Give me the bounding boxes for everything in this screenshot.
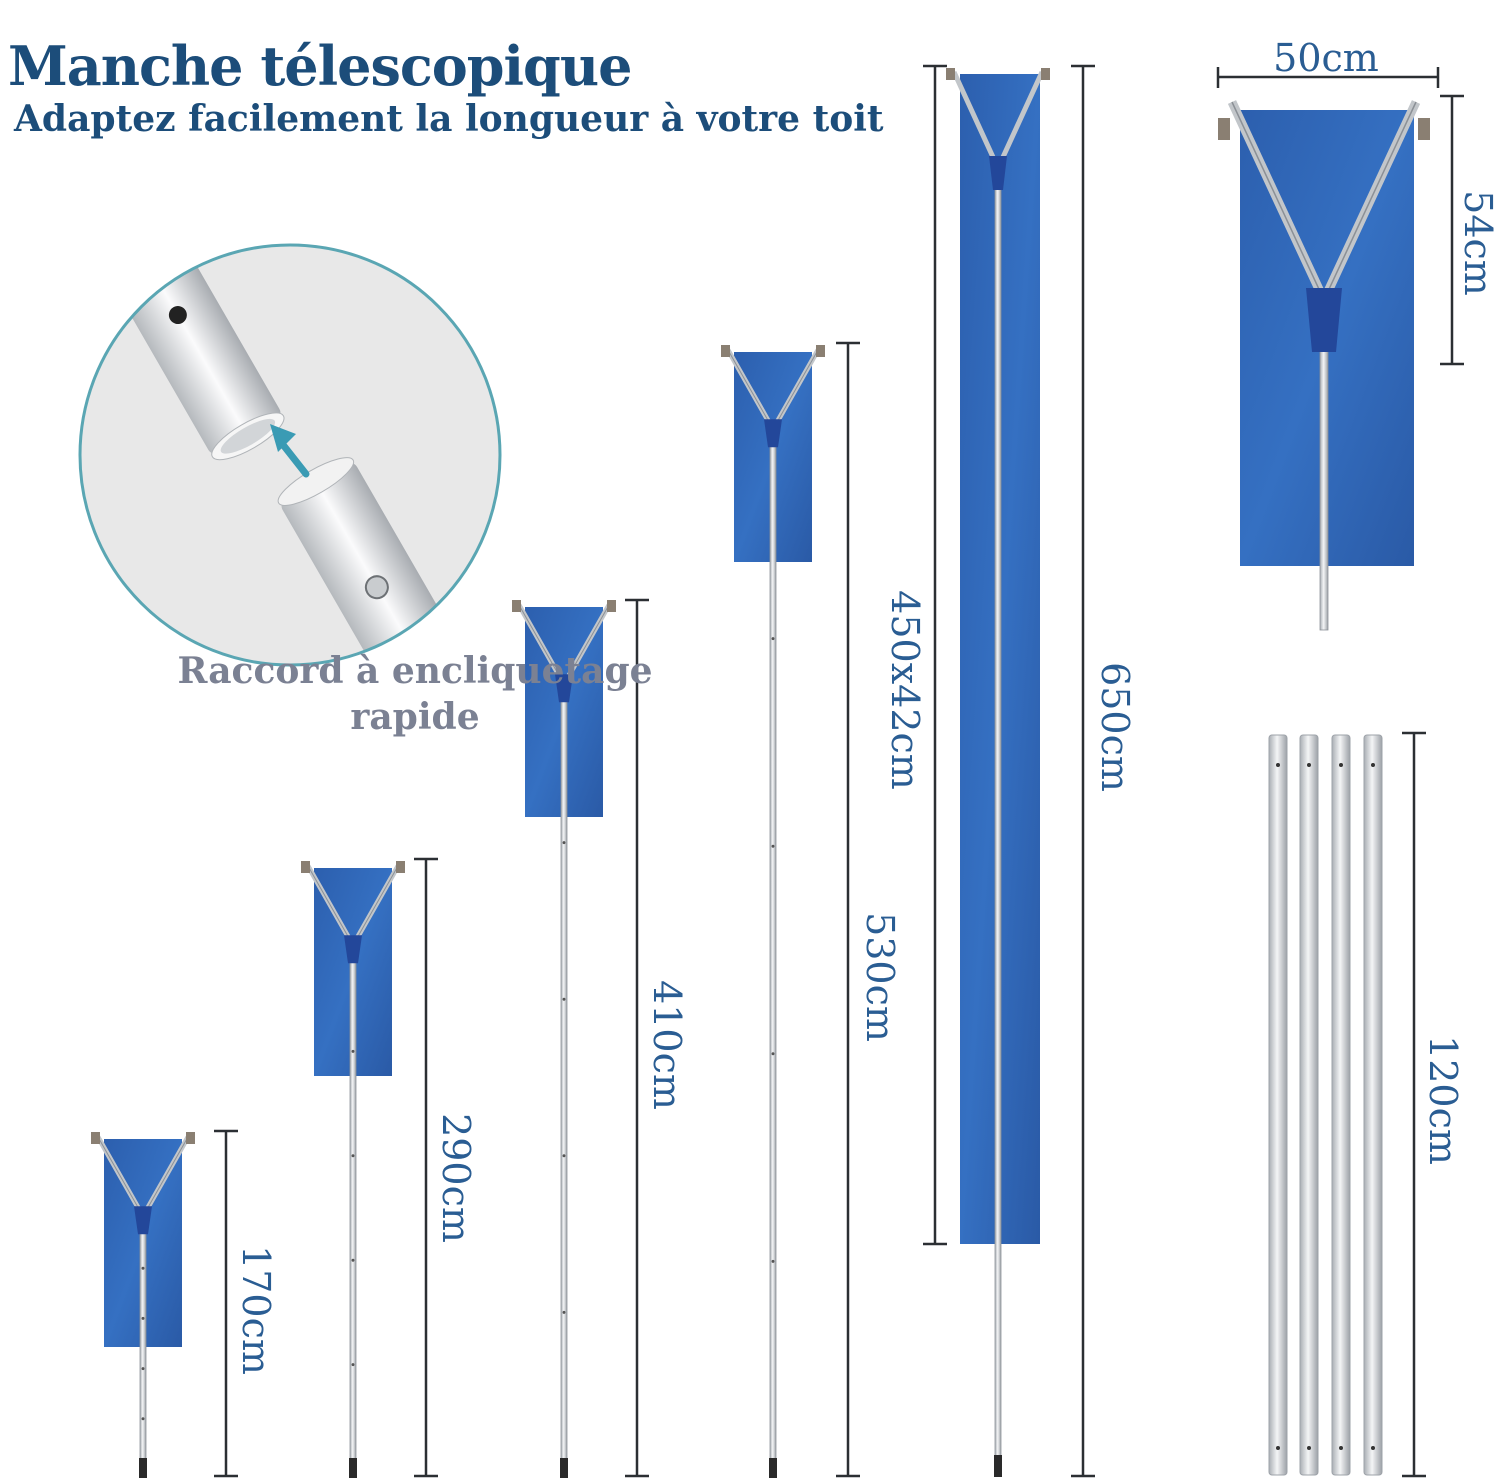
dim-label-530: 530cm: [858, 912, 902, 1042]
rake-530: [721, 345, 825, 1478]
pole: [140, 1218, 146, 1460]
dim-bar-530: [836, 343, 860, 1476]
quick-connect-line2: rapide: [350, 696, 480, 738]
pole: [561, 686, 567, 1460]
end-cap: [769, 1458, 777, 1478]
dim-label-650: 650cm: [1093, 662, 1137, 792]
end-cap: [560, 1458, 568, 1478]
quick-connect-line1: Raccord à encliquetage: [177, 650, 653, 692]
bracket: [607, 600, 616, 612]
pole: [770, 431, 776, 1460]
bracket: [721, 345, 730, 357]
dim-label-290: 290cm: [434, 1113, 478, 1243]
pole: [350, 947, 356, 1460]
head-pole: [1320, 340, 1328, 630]
rake-170: [91, 1132, 195, 1478]
dim-label-slide: 450x42cm: [883, 590, 927, 790]
bracket: [1041, 68, 1050, 80]
bracket: [946, 68, 955, 80]
page-title: Manche télescopique: [8, 34, 632, 98]
pole-tube: [1300, 735, 1318, 1475]
pole-tube: [1332, 735, 1350, 1475]
end-cap: [139, 1458, 147, 1478]
bracket: [91, 1132, 100, 1144]
dim-label-head-height: 54cm: [1456, 190, 1500, 296]
end-cap: [349, 1458, 357, 1478]
rake-head-detail: [1218, 102, 1430, 630]
head-y-connector: [1306, 288, 1342, 352]
pole-section-1: [1269, 735, 1287, 1475]
pole-section-4: [1364, 735, 1382, 1475]
bracket: [186, 1132, 195, 1144]
head-bracket: [1418, 118, 1430, 140]
rake-290: [301, 861, 405, 1478]
dim-label-pole-section: 120cm: [1421, 1035, 1465, 1165]
rake-650: [946, 68, 1050, 1477]
pole: [995, 180, 1001, 1460]
quick-connect-label: [170, 648, 660, 740]
bracket: [396, 861, 405, 873]
dim-bar-650: [1071, 66, 1095, 1476]
pole-tube: [1364, 735, 1382, 1475]
bracket: [816, 345, 825, 357]
bracket: [301, 861, 310, 873]
head-bracket: [1218, 118, 1230, 140]
page-subtitle: Adaptez facilement la longueur à votre toit: [14, 98, 884, 140]
pole-section-3: [1332, 735, 1350, 1475]
pole-section-2: [1300, 735, 1318, 1475]
dim-label-410: 410cm: [645, 980, 689, 1110]
dim-label-170: 170cm: [234, 1245, 278, 1375]
end-cap: [994, 1455, 1002, 1477]
bracket: [512, 600, 521, 612]
dim-label-head-width: 50cm: [1273, 36, 1379, 80]
pole-tube: [1269, 735, 1287, 1475]
